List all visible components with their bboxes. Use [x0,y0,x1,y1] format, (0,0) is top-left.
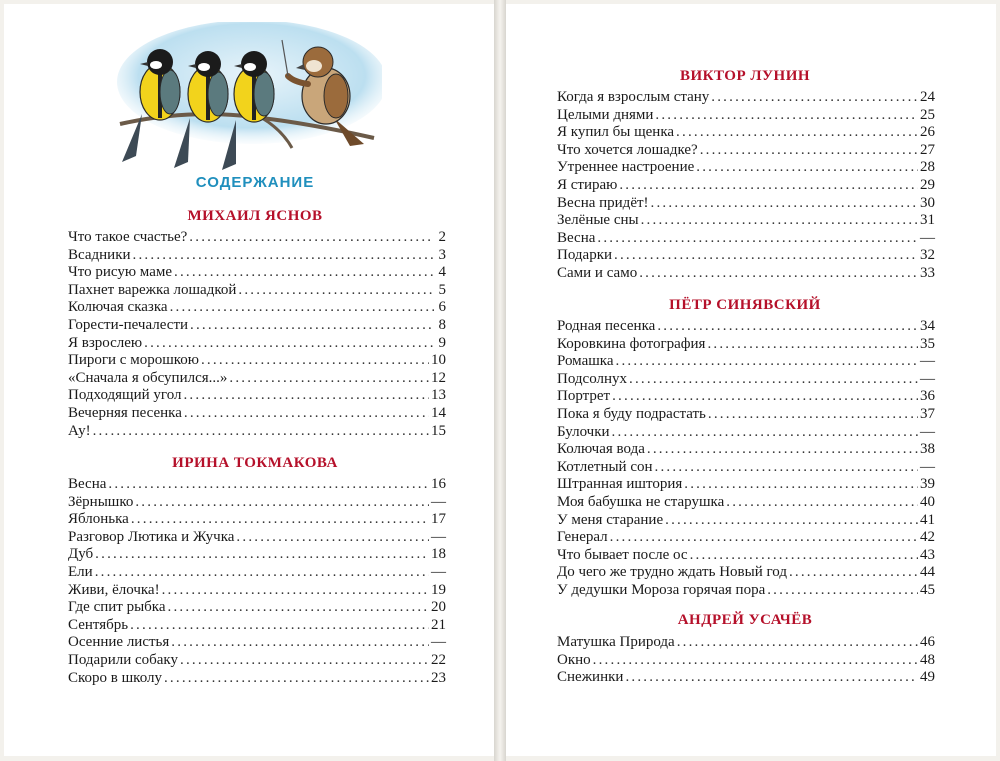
toc-entry-title: Утреннее настроение [557,159,695,176]
toc-entry-title: Разговор Лютика и Жучка [68,528,235,545]
toc-leader-dots [625,669,918,687]
toc-leader-dots [171,634,429,652]
toc-entry-page: 12 [431,369,446,386]
toc-leader-dots [183,387,429,405]
toc-leader-dots [133,247,434,265]
toc-entry[interactable] [557,212,935,230]
toc-entry-page: 44 [920,564,935,581]
toc-leader-dots [684,476,918,494]
toc-entry[interactable] [557,512,935,530]
toc-entry[interactable] [68,494,446,512]
toc-entry-page: 39 [920,476,935,493]
toc-entry-page: 24 [920,89,935,105]
toc-entry-title: Булочки [557,423,610,440]
toc-entry-page: 14 [431,404,446,421]
toc-entry-page: 38 [920,441,935,458]
toc-entry[interactable] [68,423,446,441]
toc-entry-title: Я стираю [557,176,618,193]
toc-list [557,89,935,283]
toc-entry-title: Ау! [68,422,91,439]
toc-entry-page: 6 [438,299,446,316]
toc-leader-dots [696,159,918,177]
toc-entry[interactable] [557,406,935,424]
toc-entry-page: 4 [438,264,446,281]
toc-entry[interactable] [68,370,446,388]
toc-leader-dots [690,547,918,565]
toc-leader-dots [597,230,918,248]
toc-entry-page: 15 [431,422,446,439]
author-heading: ВИКТОР ЛУНИН [679,68,811,84]
toc-entry-title: Родная песенка [557,318,656,334]
toc-entry-title: Яблонька [68,511,129,528]
toc-entry-page: 30 [920,194,935,211]
toc-entry-page: — [431,528,446,545]
toc-leader-dots [95,546,429,564]
toc-leader-dots [655,459,918,477]
toc-entry-page: — [920,423,935,440]
author-heading: МИХАИЛ ЯСНОВ [187,208,323,224]
author-heading: ПЁТР СИНЯВСКИЙ [669,297,821,313]
toc-leader-dots [708,406,918,424]
toc-entry-page: 46 [920,634,935,650]
toc-leader-dots [180,652,429,670]
book-spine [494,0,506,761]
toc-entry[interactable] [68,405,446,423]
toc-leader-dots [767,582,918,600]
toc-entry-title: У дедушки Мороза горячая пора [557,581,766,598]
toc-entry-page: 20 [431,599,446,616]
toc-leader-dots [614,247,918,265]
toc-leader-dots [93,423,429,441]
toc-entry-title: Всадники [68,246,131,263]
toc-entry-title: Коровкина фотография [557,335,706,352]
toc-entry[interactable] [557,371,935,389]
toc-entry[interactable] [68,529,446,547]
toc-entry[interactable] [68,617,446,635]
toc-leader-dots [593,652,918,670]
toc-entry-page: 10 [431,352,446,369]
toc-leader-dots [108,476,429,494]
toc-leader-dots [655,107,918,125]
toc-entry[interactable] [557,476,935,494]
toc-entry-title: Живи, ёлочка! [68,581,160,598]
toc-entry-title: Матушка Природа [557,634,675,650]
toc-entry-title: Сентябрь [68,616,129,633]
toc-leader-dots [174,264,434,282]
toc-entry-title: Я купил бы щенка [557,124,675,141]
toc-entry-page: 22 [431,651,446,668]
toc-entry-title: «Сначала я обсупился...» [68,369,228,386]
toc-entry-page: 9 [438,334,446,351]
toc-entry-page: 41 [920,511,935,528]
toc-entry[interactable] [557,441,935,459]
toc-entry[interactable] [68,599,446,617]
toc-entry-title: Что бывает после ос [557,546,688,563]
toc-leader-dots [647,441,918,459]
toc-leader-dots [610,529,918,547]
contents-title: СОДЕРЖАНИЕ [195,174,315,191]
toc-entry-title: Колючая сказка [68,299,168,316]
toc-entry-page: 3 [438,246,446,263]
toc-leader-dots [135,494,429,512]
toc-entry-page: 17 [431,511,446,528]
toc-entry-title: Весна [557,229,596,246]
toc-leader-dots [170,299,434,317]
toc-entry[interactable] [557,353,935,371]
toc-entry[interactable] [557,318,935,336]
toc-entry-page: 25 [920,106,935,123]
toc-leader-dots [130,617,429,635]
toc-entry[interactable] [68,282,446,300]
toc-entry-title: Ромашка [557,353,614,370]
toc-entry[interactable] [68,387,446,405]
toc-entry[interactable] [557,195,935,213]
toc-entry-page: 49 [920,669,935,686]
toc-leader-dots [641,212,918,230]
toc-leader-dots [190,317,434,335]
toc-entry[interactable] [557,159,935,177]
toc-entry-title: Подходящий угол [68,387,182,404]
toc-entry-title: Сами и само [557,264,638,281]
toc-entry[interactable] [557,529,935,547]
toc-leader-dots [619,177,918,195]
toc-entry[interactable] [68,670,446,688]
toc-leader-dots [612,424,918,442]
toc-entry-page: 2 [438,229,446,245]
toc-entry[interactable] [557,388,935,406]
toc-entry[interactable] [557,547,935,565]
toc-entry[interactable] [557,582,935,600]
toc-entry-title: Пахнет варежка лошадкой [68,281,237,298]
toc-entry-page: 8 [438,316,446,333]
toc-leader-dots [700,142,918,160]
toc-entry[interactable] [68,229,446,247]
toc-entry-page: — [431,493,446,510]
toc-entry-page: 18 [431,546,446,563]
toc-entry[interactable] [68,476,446,494]
toc-entry[interactable] [68,299,446,317]
toc-leader-dots [168,599,429,617]
toc-entry[interactable] [68,335,446,353]
toc-leader-dots [164,670,429,688]
toc-entry[interactable] [68,582,446,600]
toc-entry-title: Скоро в школу [68,669,162,686]
toc-entry-page: — [431,563,446,580]
toc-entry[interactable] [557,247,935,265]
toc-entry[interactable] [557,265,935,283]
toc-entry-title: Моя бабушка не старушка [557,493,725,510]
toc-entry-page: — [920,353,935,370]
toc-entry-title: Что такое счастье? [68,229,188,245]
toc-entry[interactable] [557,89,935,107]
toc-entry[interactable] [557,494,935,512]
toc-entry-page: 35 [920,335,935,352]
toc-entry-title: Горести-печалести [68,316,189,333]
toc-entry-title: Весна придёт! [557,194,649,211]
toc-leader-dots [726,494,918,512]
toc-entry-page: 40 [920,493,935,510]
toc-entry[interactable] [68,511,446,529]
toc-entry[interactable] [68,652,446,670]
author-heading: АНДРЕЙ УСАЧЁВ [677,612,813,628]
toc-entry-title: Когда я взрослым стану [557,89,710,105]
toc-entry-page: 19 [431,581,446,598]
toc-leader-dots [162,582,429,600]
toc-entry-title: Где спит рыбка [68,599,166,616]
toc-entry-title: Штранная иштория [557,476,683,493]
toc-entry-title: Пока я буду подрастать [557,405,706,422]
toc-entry-title: Я взрослею [68,334,143,351]
toc-entry[interactable] [557,230,935,248]
toc-leader-dots [651,195,918,213]
toc-entry[interactable] [68,352,446,370]
toc-leader-dots [665,512,918,530]
toc-list [557,318,935,600]
toc-entry-title: Окно [557,651,591,668]
toc-entry[interactable] [557,424,935,442]
toc-entry-title: Колючая вода [557,441,645,458]
author-heading: ИРИНА ТОКМАКОВА [172,455,338,471]
toc-entry-page: 27 [920,141,935,158]
toc-entry-title: Целыми днями [557,106,654,123]
toc-leader-dots [229,370,429,388]
toc-entry-title: Снежинки [557,669,624,686]
toc-entry[interactable] [557,124,935,142]
toc-entry-page: 48 [920,651,935,668]
toc-entry[interactable] [557,107,935,125]
toc-leader-dots [184,405,429,423]
toc-entry[interactable] [68,264,446,282]
toc-leader-dots [144,335,434,353]
toc-entry-page: — [431,634,446,651]
toc-entry[interactable] [68,564,446,582]
toc-leader-dots [657,318,918,336]
toc-entry-title: Ели [68,563,93,580]
toc-entry-title: Весна [68,476,107,492]
toc-entry-page: 31 [920,212,935,229]
toc-entry-title: Дуб [68,546,94,563]
toc-leader-dots [238,282,434,300]
toc-entry[interactable] [557,669,935,687]
toc-entry-title: Пироги с морошкою [68,352,199,369]
toc-entry[interactable] [557,142,935,160]
toc-entry-page: 29 [920,176,935,193]
toc-entry-title: Подарили собаку [68,651,179,668]
toc-entry[interactable] [557,652,935,670]
toc-leader-dots [677,634,918,652]
toc-leader-dots [201,352,429,370]
toc-entry[interactable] [68,317,446,335]
toc-entry-title: Зелёные сны [557,212,639,229]
toc-entry[interactable] [557,634,935,652]
toc-entry-title: Что хочется лошадке? [557,141,698,158]
toc-entry-page: 43 [920,546,935,563]
toc-entry-page: 21 [431,616,446,633]
toc-leader-dots [189,229,434,247]
toc-entry[interactable] [557,336,935,354]
toc-entry-title: Подсолнух [557,370,628,387]
toc-entry[interactable] [68,247,446,265]
toc-leader-dots [616,353,919,371]
toc-entry[interactable] [557,177,935,195]
toc-entry-page: 13 [431,387,446,404]
toc-leader-dots [676,124,918,142]
toc-leader-dots [789,564,918,582]
toc-leader-dots [95,564,429,582]
toc-entry-page: 28 [920,159,935,176]
toc-leader-dots [629,371,918,389]
toc-entry-title: У меня старание [557,511,664,528]
toc-entry-page: 26 [920,124,935,141]
toc-entry-title: Зёрнышко [68,493,134,510]
toc-list [557,634,935,687]
toc-entry-title: До чего же трудно ждать Новый год [557,564,787,581]
toc-entry-page: — [920,229,935,246]
toc-entry-title: Что рисую маме [68,264,172,281]
toc-entry[interactable] [68,546,446,564]
toc-entry-page: 16 [431,476,446,492]
toc-leader-dots [711,89,918,107]
toc-list [68,476,446,687]
birds-illustration [112,22,382,172]
toc-entry-page: 33 [920,264,935,281]
toc-entry-page: 32 [920,247,935,264]
toc-entry-title: Генерал [557,529,608,546]
toc-leader-dots [639,265,918,283]
toc-list [68,229,446,440]
toc-entry-title: Подарки [557,247,613,264]
toc-leader-dots [131,511,429,529]
toc-leader-dots [236,529,429,547]
toc-entry-page: 42 [920,529,935,546]
toc-entry[interactable] [68,634,446,652]
toc-leader-dots [707,336,918,354]
toc-entry-page: 34 [920,318,935,334]
toc-entry-page: — [920,370,935,387]
toc-entry-page: 36 [920,388,935,405]
toc-entry[interactable] [557,459,935,477]
toc-leader-dots [612,388,918,406]
toc-entry-title: Осенние листья [68,634,170,651]
toc-entry-page: 23 [431,669,446,686]
toc-entry-page: 5 [438,281,446,298]
toc-entry[interactable] [557,564,935,582]
toc-entry-title: Вечерняя песенка [68,404,182,421]
toc-entry-title: Портрет [557,388,611,405]
toc-entry-page: 37 [920,405,935,422]
toc-entry-title: Котлетный сон [557,458,653,475]
toc-entry-page: — [920,458,935,475]
toc-entry-page: 45 [920,581,935,598]
